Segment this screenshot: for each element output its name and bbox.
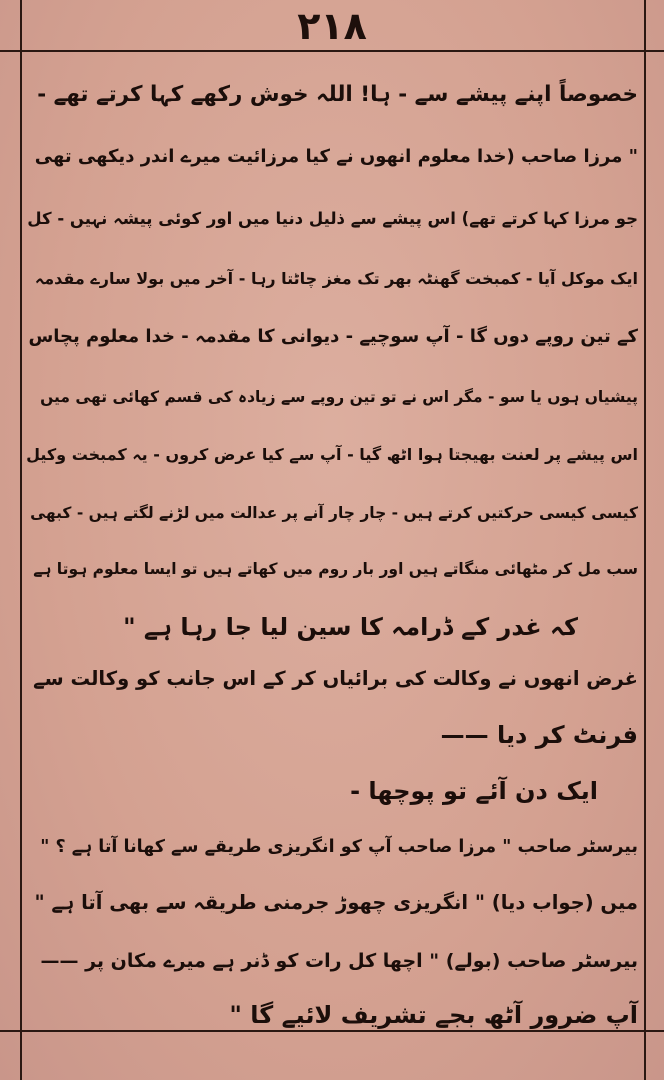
text-line: ایک دن آئے تو پوچھا - <box>350 777 598 805</box>
text-line: سب مل کر مٹھائی منگاتے ہیں اور بار روم میں کھاتے ہیں تو ایسا معلوم ہوتا ہے <box>33 560 638 578</box>
page-number: ۲۱۸ <box>297 4 367 48</box>
text-line: بیرسٹر صاحب " مرزا صاحب آپ کو انگریزی طریقے سے کھانا آتا ہے ؟ " <box>40 837 638 857</box>
left-margin-rule <box>20 0 22 1080</box>
header-rule <box>0 50 664 52</box>
text-line: بیرسٹر صاحب (بولے) " اچھا کل رات کو ڈنر ہے میرے مکان پر —— <box>40 950 638 972</box>
text-line: غرض انھوں نے وکالت کی برائیاں کر کے اس جانب کو وکالت سے <box>33 667 638 690</box>
text-line: کیسی کیسی حرکتیں کرتے ہیں - چار چار آنے پر عدالت میں لڑنے لگتے ہیں - کبھی <box>30 504 638 522</box>
text-line: ایک موکل آیا - کمبخت گھنٹہ بھر تک مغز چاٹتا رہا - آخر میں بولا سارے مقدمہ <box>34 269 638 288</box>
right-margin-rule <box>644 0 646 1080</box>
text-line: جو مرزا کہا کرتے تھے) اس پیشے سے ذلیل دنیا میں اور کوئی پیشہ نہیں - کل <box>27 209 638 228</box>
text-line: کے تین روپے دوں گا - آپ سوچیے - دیوانی کا مقدمہ - خدا معلوم پچاس <box>28 326 638 347</box>
text-line: خصوصاً اپنے پیشے سے - ہا! اللہ خوش رکھے کہا کرتے تھے - <box>37 82 638 107</box>
text-line: اس پیشے پر لعنت بھیجتا ہوا اٹھ گیا - آپ سے کیا عرض کروں - یہ کمبخت وکیل <box>26 445 638 464</box>
text-line: کہ غدر کے ڈرامہ کا سین لیا جا رہا ہے " <box>123 613 578 641</box>
text-line: میں (جواب دیا) " انگریزی چھوڑ جرمنی طریقہ سے بھی آتا ہے " <box>34 891 638 914</box>
text-line: " مرزا صاحب (خدا معلوم انھوں نے کیا مرزائیت میرے اندر دیکھی تھی <box>34 146 638 167</box>
text-line: پیشیاں ہوں یا سو - مگر اس نے تو تین روپے سے زیادہ کی قسم کھائی تھی میں <box>40 388 638 406</box>
text-line: فرنٹ کر دیا —— <box>440 721 638 749</box>
text-line: آپ ضرور آٹھ بجے تشریف لائیے گا " <box>229 1001 638 1029</box>
